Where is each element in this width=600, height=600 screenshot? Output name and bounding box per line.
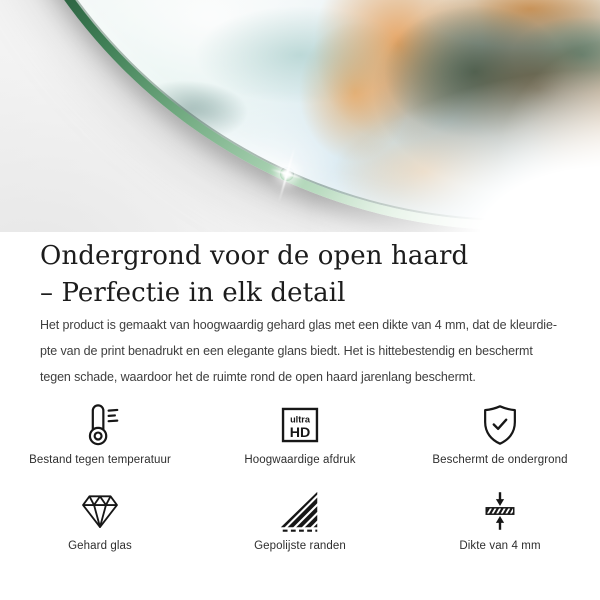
page-title-line-1: Ondergrond voor de open haard: [40, 241, 469, 271]
product-description: [40, 312, 580, 390]
thickness-4mm-icon: [478, 484, 522, 538]
ultra-hd-icon-text-top: ultra: [290, 414, 310, 425]
description-line: Het product is gemaakt van hoogwaardig gehard glas met een dikte van 4 mm, dat de kleurdie-: [40, 318, 557, 332]
feature-label: Bestand tegen temperatuur: [29, 454, 171, 466]
polished-edges-icon: [277, 484, 323, 538]
features-grid: [0, 398, 600, 570]
description-line: pte van de print benadrukt en een elegante glans biedt. Het is hittebestendig en beschermt: [40, 344, 533, 358]
page-title-line-2: – Perfectie in elk detail: [40, 278, 346, 308]
feature-label: Gehard glas: [68, 540, 132, 552]
feature-protection: [400, 398, 600, 484]
feature-polished-edges: [200, 484, 400, 570]
feature-label: Dikte van 4 mm: [459, 540, 541, 552]
feature-label: Hoogwaardige afdruk: [244, 454, 356, 466]
diamond-icon: [77, 484, 123, 538]
feature-label: Gepolijste randen: [254, 540, 346, 552]
hero-image-section: [0, 0, 600, 232]
feature-label: Beschermt de ondergrond: [432, 454, 568, 466]
page-title: [40, 238, 580, 312]
description-line: tegen schade, waardoor het de ruimte rond de open haard jarenlang beschermt.: [40, 370, 476, 384]
ultra-hd-icon-text-bottom: HD: [289, 424, 311, 441]
thermometer-icon: [77, 398, 123, 452]
shield-check-icon: [477, 398, 523, 452]
feature-thickness: [400, 484, 600, 570]
feature-temperature: [0, 398, 200, 484]
sparkle-highlight-icon: [257, 144, 317, 204]
feature-tempered-glass: [0, 484, 200, 570]
ultra-hd-icon: [278, 398, 322, 452]
feature-print-quality: [200, 398, 400, 484]
